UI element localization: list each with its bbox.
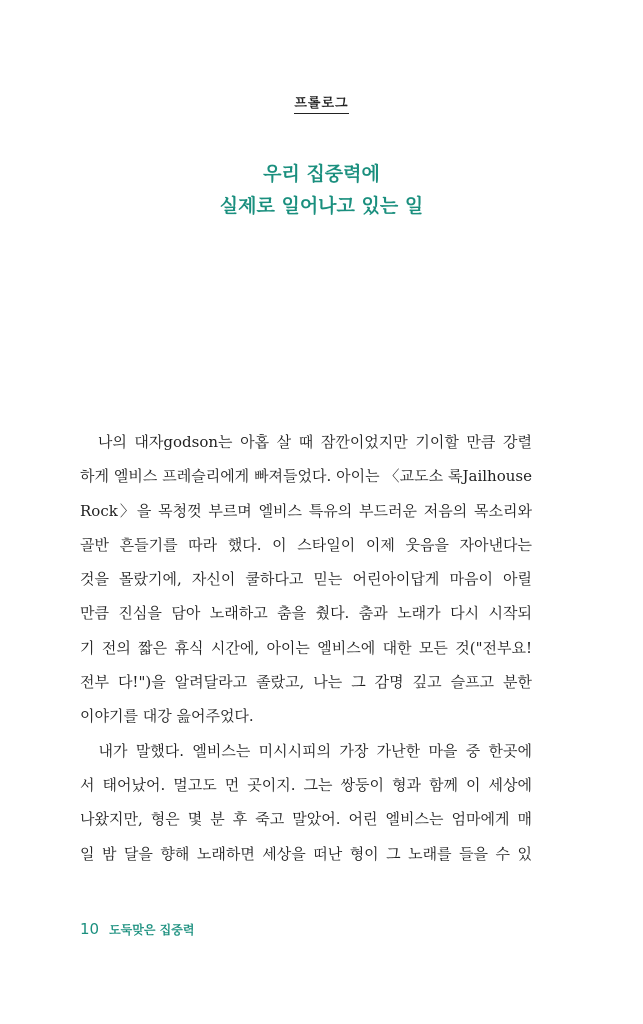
body-line: 것을 몰랐기에, 자신이 쿨하다고 믿는 어린아이답게 마음이 아릴 [80, 570, 532, 589]
body-line: 일 밤 달을 향해 노래하면 세상을 떠난 형이 그 노래를 들을 수 있 [80, 844, 532, 863]
body-line: 골반 흔들기를 따라 했다. 이 스타일이 이제 웃음을 자아낸다는 [80, 535, 532, 554]
page-number: 10 [80, 920, 100, 938]
chapter-title-line-2: 실제로 일어나고 있는 일 [219, 195, 424, 217]
body-text [80, 425, 532, 871]
body-line: 나의 대자godson는 아홉 살 때 잠깐이었지만 기이할 만큼 강렬 [80, 433, 532, 451]
page-footer [80, 920, 194, 938]
body-line: 서 태어났어. 멀고도 먼 곳이지. 그는 쌍둥이 형과 함께 이 세상에 [80, 775, 532, 794]
body-line: 이야기를 대강 읊어주었다. [80, 707, 254, 726]
body-line: 기 전의 짧은 휴식 시간에, 아이는 엘비스에 대한 모든 것("전부요! [80, 638, 532, 657]
chapter-title-line-1: 우리 집중력에 [263, 163, 380, 185]
running-book-title: 도둑맞은 집중력 [109, 923, 195, 937]
body-line: 전부 다!")을 알려달라고 졸랐고, 나는 그 감명 깊고 슬프고 분한 [80, 673, 532, 692]
body-line: 나왔지만, 형은 몇 분 후 죽고 말았어. 어린 엘비스는 엄마에게 매 [80, 810, 532, 829]
body-line: 내가 말했다. 엘비스는 미시시피의 가장 가난한 마을 중 한곳에 [80, 741, 532, 760]
body-line: Rock〉을 목청껏 부르며 엘비스 특유의 부드러운 저음의 목소리와 [80, 501, 532, 520]
section-label-text: 프롤로그 [294, 96, 348, 114]
chapter-title [0, 158, 643, 222]
body-line: 만큼 진심을 담아 노래하고 춤을 췄다. 춤과 노래가 다시 시작되 [80, 604, 532, 623]
section-label [0, 92, 643, 111]
body-line: 하게 엘비스 프레슬리에게 빠져들었다. 아이는 〈교도소 록Jailhouse [80, 467, 532, 486]
